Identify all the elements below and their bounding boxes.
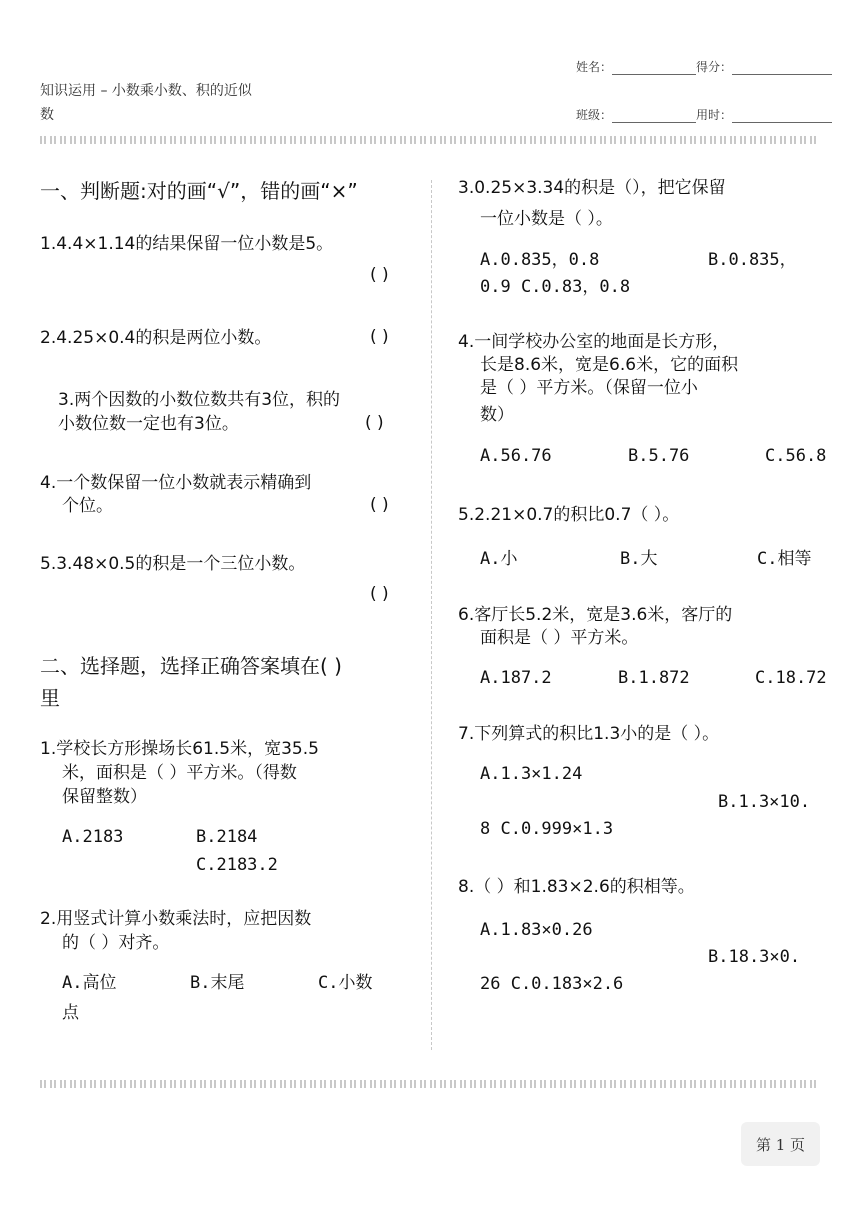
s1-q1-paren[interactable]: ( ) <box>370 265 389 285</box>
r-q7-line1: 7.下列算式的积比1.3小的是（ ）。 <box>458 724 720 744</box>
time-blank[interactable] <box>732 110 832 123</box>
s2-q2-line2: 的（ ）对齐。 <box>62 933 170 953</box>
s1-q5-paren[interactable]: ( ) <box>370 584 389 604</box>
r-q3-option-b-cont[interactable]: 0.9 C.0.83，0.8 <box>480 277 631 297</box>
r-q6-line1: 6.客厅长5.2米，宽是3.6米，客厅的 <box>458 605 733 625</box>
r-q4-option-b[interactable]: B.5.76 <box>628 446 690 466</box>
r-q3-option-b[interactable]: B.0.835， <box>708 250 797 270</box>
section2-title-line2: 里 <box>40 686 60 710</box>
r-q8-option-b-cont[interactable]: 26 C.0.183×2.6 <box>480 974 624 994</box>
r-q4-line3: 是（ ）平方米。（保留一位小 <box>480 378 698 398</box>
r-q7-option-b[interactable]: B.1.3×10. <box>718 792 811 812</box>
r-q8-option-a[interactable]: A.1.83×0.26 <box>480 920 593 940</box>
page-number: 第 1 页 <box>741 1122 820 1166</box>
r-q3-option-a[interactable]: A.0.835，0.8 <box>480 250 600 270</box>
s2-q2-option-c-cont: 点 <box>62 1003 79 1023</box>
score-blank[interactable] <box>732 62 832 75</box>
s2-q1-option-a[interactable]: A.2183 <box>62 827 124 847</box>
section2-title-line1: 二、选择题，选择正确答案填在( ) <box>40 654 342 678</box>
name-label: 姓名： <box>576 60 613 74</box>
r-q3-line1: 3.0.25×3.34的积是（），把它保留 <box>458 178 726 198</box>
s2-q2-option-c[interactable]: C.小数 <box>318 973 373 993</box>
s1-q1-text: 1.4.4×1.14的结果保留一位小数是5。 <box>40 234 334 254</box>
r-q6-option-c[interactable]: C.18.72 <box>755 668 827 688</box>
bottom-border-strip <box>40 1080 820 1088</box>
r-q4-line4: 数） <box>480 405 514 425</box>
r-q3-line2: 一位小数是（ ）。 <box>480 209 613 229</box>
s1-q3-text2: 小数位数一定也有3位。 <box>58 414 239 434</box>
r-q5-option-c[interactable]: C.相等 <box>757 549 812 569</box>
r-q6-line2: 面积是（ ）平方米。 <box>480 628 639 648</box>
doc-title-line1: 知识运用 – 小数乘小数、积的近似 <box>40 83 252 99</box>
s2-q1-option-c[interactable]: C.2183.2 <box>196 855 278 875</box>
s2-q1-line3: 保留整数） <box>62 787 147 807</box>
r-q8-line1: 8.（ ）和1.83×2.6的积相等。 <box>458 877 695 897</box>
r-q8-option-b[interactable]: B.18.3×0. <box>708 947 801 967</box>
s1-q3-paren[interactable]: ( ) <box>365 413 384 433</box>
class-label: 班级： <box>576 108 613 122</box>
column-divider <box>431 180 432 1050</box>
r-q5-option-b[interactable]: B.大 <box>620 549 658 569</box>
r-q4-line1: 4.一间学校办公室的地面是长方形， <box>458 332 730 352</box>
r-q5-option-a[interactable]: A.小 <box>480 549 518 569</box>
score-label: 得分： <box>696 60 733 74</box>
s2-q1-option-b[interactable]: B.2184 <box>196 827 258 847</box>
name-field <box>576 58 832 75</box>
s1-q4-text2: 个位。 <box>62 496 113 516</box>
s2-q2-option-a[interactable]: A.高位 <box>62 973 117 993</box>
name-blank[interactable] <box>612 62 696 75</box>
section1-title: 一、判断题:对的画“√”，错的画“×” <box>40 179 358 203</box>
r-q4-line2: 长是8.6米，宽是6.6米，它的面积 <box>480 355 739 375</box>
r-q6-option-b[interactable]: B.1.872 <box>618 668 690 688</box>
s1-q2-paren[interactable]: ( ) <box>370 327 389 347</box>
s1-q4-paren[interactable]: ( ) <box>370 495 389 515</box>
class-blank[interactable] <box>612 110 696 123</box>
r-q4-option-c[interactable]: C.56.8 <box>765 446 827 466</box>
r-q7-option-a[interactable]: A.1.3×1.24 <box>480 764 583 784</box>
doc-title-line2: 数 <box>40 107 54 123</box>
s2-q2-option-b[interactable]: B.末尾 <box>190 973 245 993</box>
r-q6-option-a[interactable]: A.187.2 <box>480 668 552 688</box>
s2-q2-line1: 2.用竖式计算小数乘法时，应把因数 <box>40 909 312 929</box>
r-q5-line1: 5.2.21×0.7的积比0.7（ ）。 <box>458 505 680 525</box>
r-q7-option-b-cont[interactable]: 8 C.0.999×1.3 <box>480 819 614 839</box>
s1-q5-text: 5.3.48×0.5的积是一个三位小数。 <box>40 554 306 574</box>
r-q4-option-a[interactable]: A.56.76 <box>480 446 552 466</box>
s1-q3-text1: 3.两个因数的小数位数共有3位，积的 <box>58 390 341 410</box>
top-border-strip <box>40 136 820 144</box>
s2-q1-line1: 1.学校长方形操场长61.5米，宽35.5 <box>40 739 319 759</box>
s2-q1-line2: 米，面积是（ ）平方米。（得数 <box>62 763 297 783</box>
s1-q2-text: 2.4.25×0.4的积是两位小数。 <box>40 328 272 348</box>
class-field <box>576 106 832 123</box>
s1-q4-text1: 4.一个数保留一位小数就表示精确到 <box>40 473 312 493</box>
time-label: 用时： <box>696 108 733 122</box>
